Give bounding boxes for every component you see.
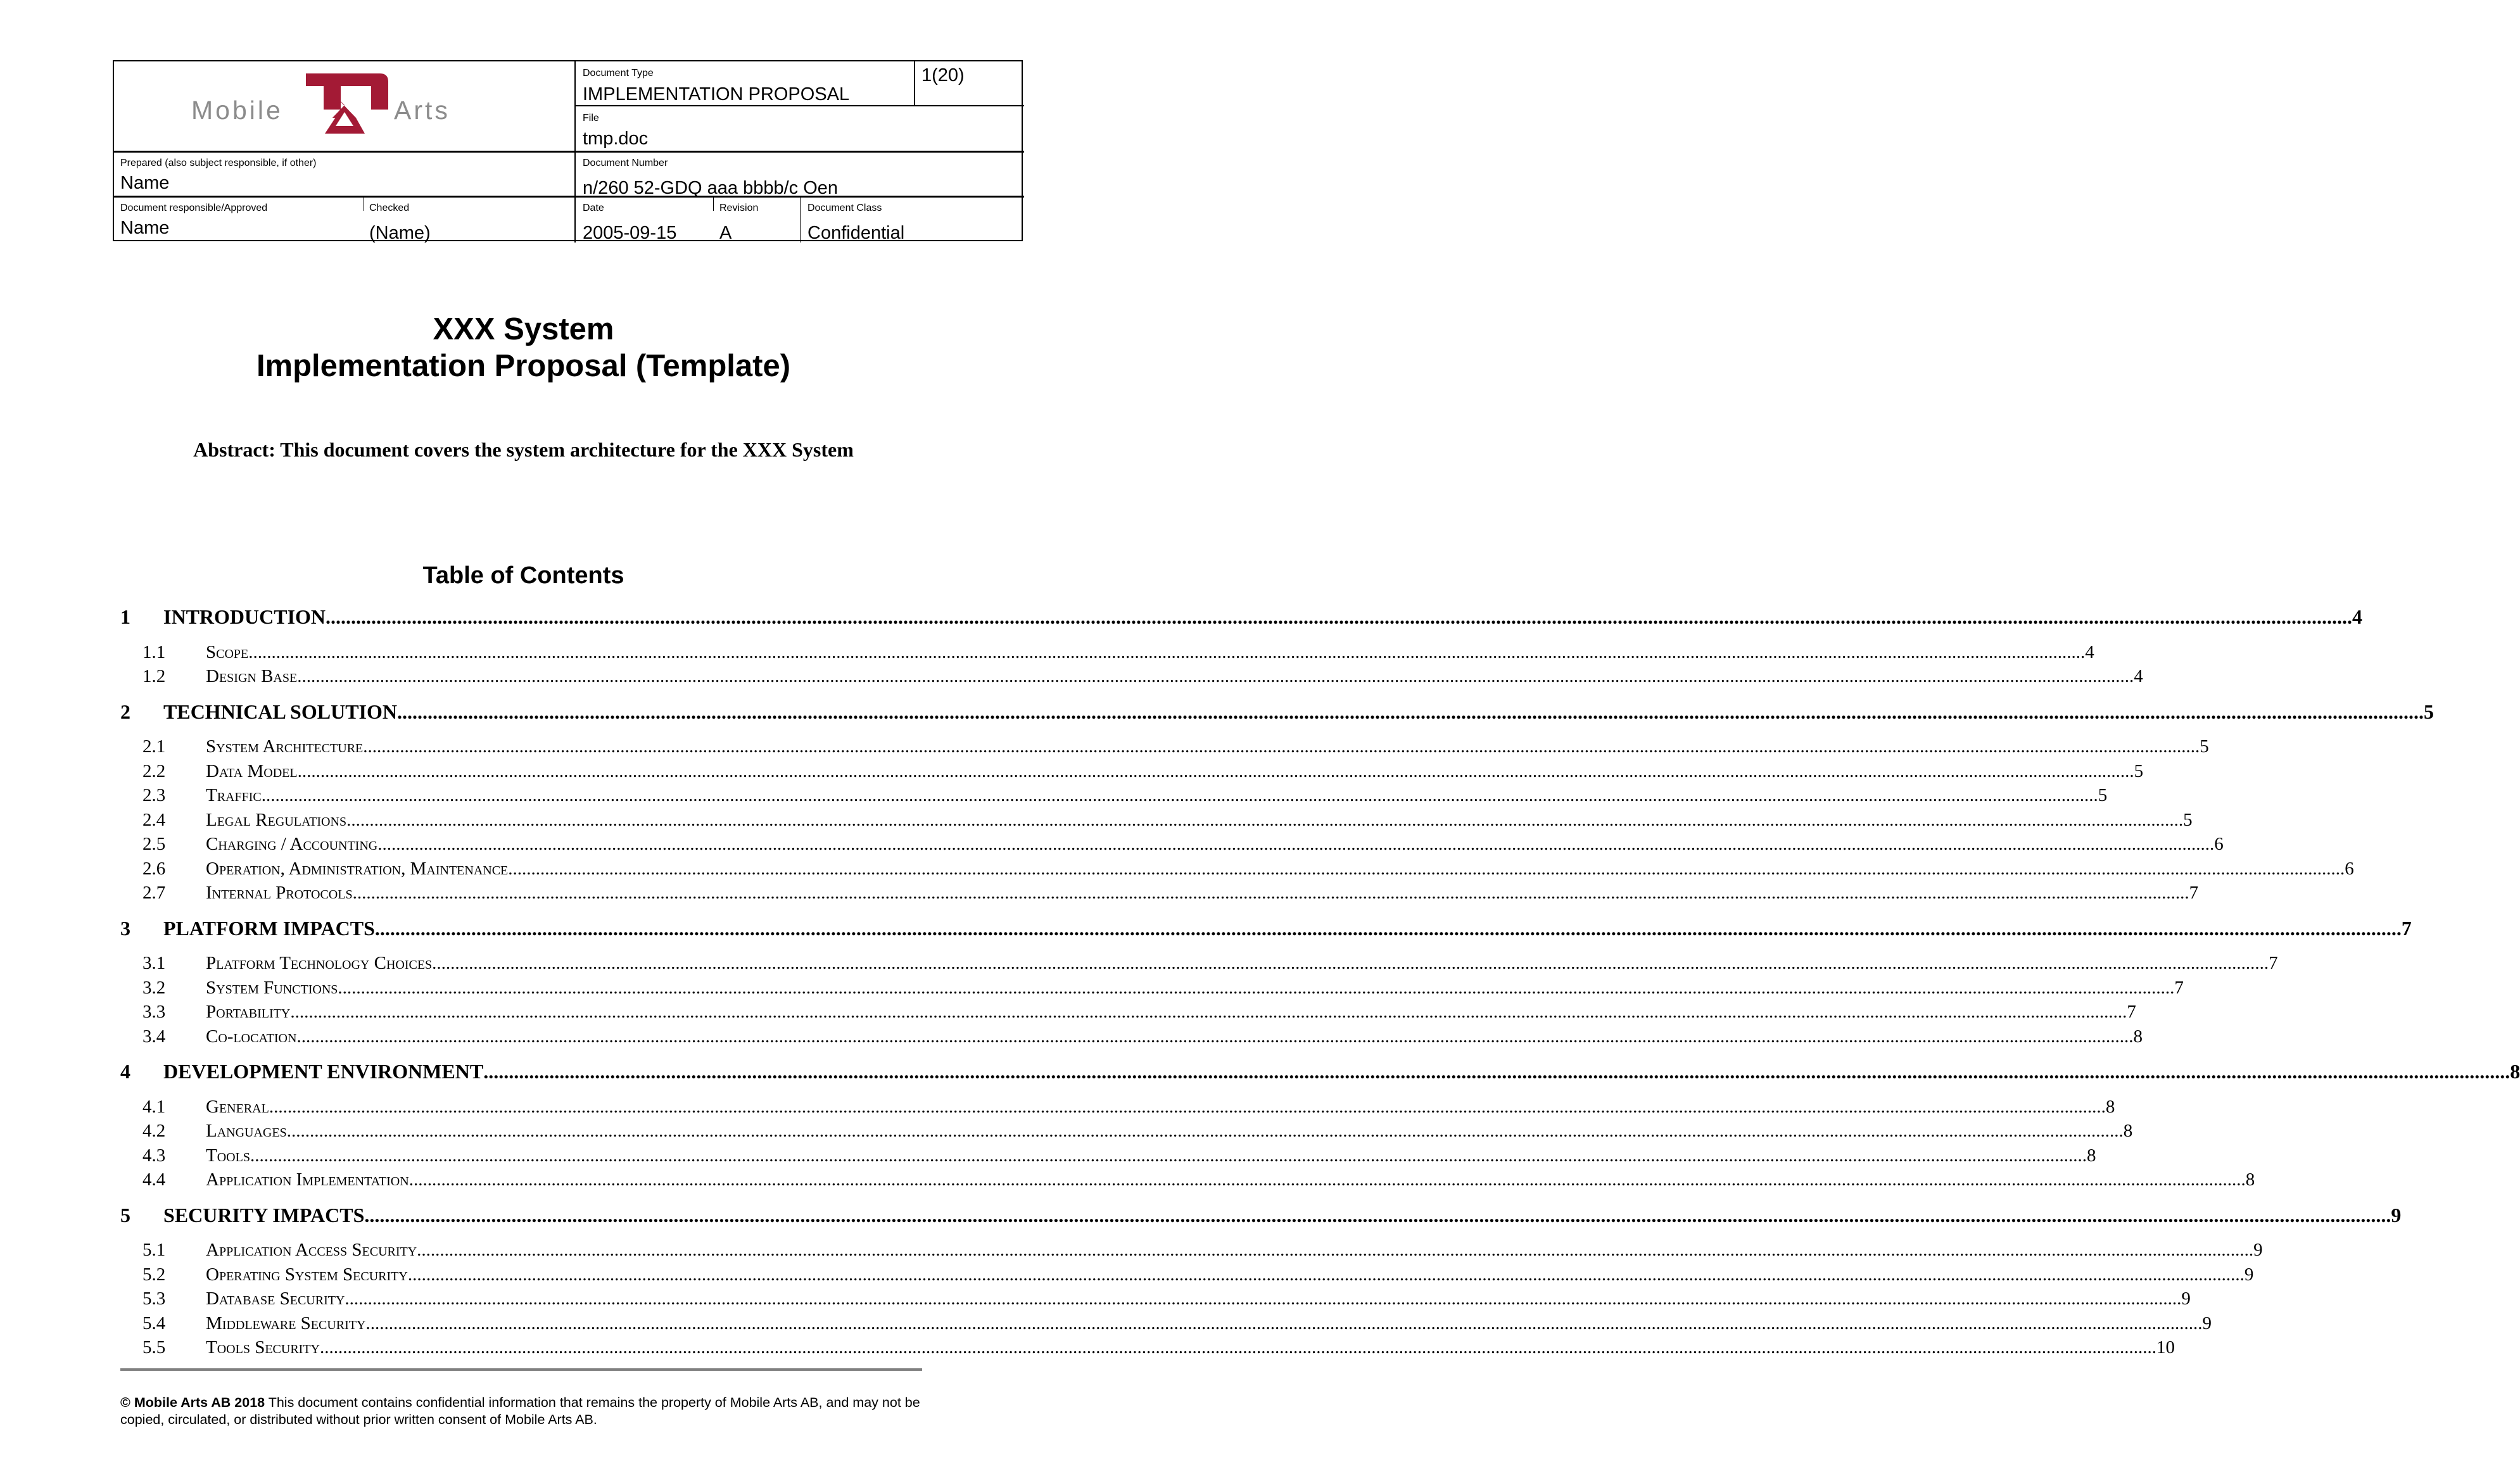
toc-entry-number: 3.2 (142, 977, 166, 998)
toc-leader: ................................................................................................................................................................................................................................................................................................................................................................................................................ (261, 785, 2098, 805)
toc-entry-number: 2.2 (142, 760, 166, 781)
toc-entry-title: INTRODUCTION (163, 605, 326, 628)
toc-leader: ................................................................................................................................................................................................................................................................................................................................................................................................................ (297, 760, 2134, 781)
toc-entry-number: 3 (120, 916, 130, 940)
toc-leader: ................................................................................................................................................................................................................................................................................................................................................................................................................ (319, 1337, 2156, 1358)
toc-entry[interactable] (120, 1335, 2175, 1360)
toc-leader: ................................................................................................................................................................................................................................................................................................................................................................................................................ (296, 1026, 2134, 1047)
revision-value: A (719, 223, 732, 243)
toc-heading: Table of Contents (422, 562, 624, 589)
toc-entry-title: Legal Regulations (206, 809, 347, 830)
toc-leader: ................................................................................................................................................................................................................................................................................................................................................................................................................ (326, 605, 2353, 628)
document-title-line2: Implementation Proposal (Template) (256, 349, 791, 383)
toc-leader: ................................................................................................................................................................................................................................................................................................................................................................................................................ (290, 1002, 2127, 1022)
toc-entry-page: 9 (2244, 1264, 2254, 1285)
toc-entry[interactable] (120, 976, 2184, 1000)
doc-type-value: IMPLEMENTATION PROPOSAL (583, 84, 850, 104)
toc-leader: ................................................................................................................................................................................................................................................................................................................................................................................................................ (364, 1203, 2391, 1226)
toc-entry-page: 4 (2134, 666, 2143, 686)
toc-entry[interactable] (120, 640, 2094, 665)
toc-leader: ................................................................................................................................................................................................................................................................................................................................................................................................................ (297, 666, 2134, 686)
toc-entry[interactable] (120, 1024, 2143, 1049)
toc-leader: ................................................................................................................................................................................................................................................................................................................................................................................................................ (377, 834, 2215, 854)
toc-entry-title: Database Security (206, 1289, 345, 1309)
toc-leader: ................................................................................................................................................................................................................................................................................................................................................................................................................ (508, 858, 2345, 879)
toc-entry-number: 3.3 (142, 1002, 166, 1022)
toc-entry-page: 8 (2510, 1060, 2520, 1083)
toc-entry-page: 8 (2133, 1026, 2143, 1047)
toc-leader: ................................................................................................................................................................................................................................................................................................................................................................................................................ (338, 977, 2175, 998)
toc-entry-page: 9 (2391, 1203, 2402, 1226)
divider (114, 151, 1024, 153)
toc-entry-title: SECURITY IMPACTS (163, 1203, 365, 1226)
checked-value: (Name) (369, 223, 431, 243)
toc-entry[interactable] (120, 1287, 2191, 1311)
toc-entry-title: Portability (206, 1002, 291, 1022)
toc-entry-number: 5.2 (142, 1264, 166, 1285)
toc-entry-number: 5.4 (142, 1313, 166, 1333)
toc-entry-page: 4 (2352, 605, 2363, 628)
checked-label: Checked (369, 203, 410, 213)
toc-entry[interactable] (120, 1311, 2212, 1336)
toc-entry[interactable] (120, 1238, 2263, 1263)
toc-leader: ................................................................................................................................................................................................................................................................................................................................................................................................................ (363, 736, 2200, 757)
class-value: Confidential (807, 223, 905, 243)
toc-entry-page: 5 (2098, 785, 2108, 805)
toc-leader: ................................................................................................................................................................................................................................................................................................................................................................................................................ (248, 641, 2086, 662)
toc-entry-title: TECHNICAL SOLUTION (163, 700, 397, 723)
toc-entry-page: 8 (2105, 1096, 2115, 1117)
svg-text:Mobile: Mobile (191, 96, 283, 125)
toc-entry-page: 9 (2181, 1289, 2191, 1309)
toc-entry-page: 8 (2123, 1121, 2133, 1141)
toc-entry[interactable] (120, 1095, 2115, 1119)
toc-entry-number: 4.4 (142, 1169, 166, 1190)
toc-entry[interactable] (120, 783, 2108, 808)
toc-entry[interactable] (120, 1000, 2136, 1024)
toc-entry-title: Languages (206, 1121, 287, 1141)
toc-entry-page: 6 (2345, 858, 2354, 879)
date-value: 2005-09-15 (583, 223, 677, 243)
toc-entry-number: 2.6 (142, 858, 166, 879)
document-header-table (113, 60, 1023, 241)
toc-entry-page: 7 (2174, 977, 2184, 998)
footer-rule (120, 1368, 922, 1371)
divider (800, 197, 801, 243)
toc-entry[interactable] (120, 1119, 2133, 1144)
toc-entry-page: 4 (2085, 641, 2094, 662)
table-of-contents (120, 605, 2520, 1360)
toc-leader: ................................................................................................................................................................................................................................................................................................................................................................................................................ (286, 1121, 2124, 1141)
approved-value: Name (120, 218, 170, 238)
toc-entry-number: 1 (120, 605, 130, 628)
toc-entry-number: 2.1 (142, 736, 166, 757)
toc-entry-number: 2.5 (142, 834, 166, 854)
toc-entry-number: 2.4 (142, 809, 166, 830)
toc-entry-title: System Functions (206, 977, 338, 998)
toc-entry-title: Application Access Security (206, 1240, 417, 1260)
toc-leader: ................................................................................................................................................................................................................................................................................................................................................................................................................ (365, 1313, 2203, 1333)
file-value: tmp.doc (583, 129, 649, 149)
toc-leader: ................................................................................................................................................................................................................................................................................................................................................................................................................ (483, 1060, 2511, 1083)
toc-entry-number: 5 (120, 1203, 130, 1226)
toc-entry-title: Traffic (206, 785, 262, 805)
toc-entry-page: 7 (2269, 953, 2278, 973)
toc-leader: ................................................................................................................................................................................................................................................................................................................................................................................................................ (396, 700, 2424, 723)
toc-leader: ................................................................................................................................................................................................................................................................................................................................................................................................................ (345, 1289, 2182, 1309)
toc-entry-page: 9 (2253, 1240, 2263, 1260)
toc-leader: ................................................................................................................................................................................................................................................................................................................................................................................................................ (407, 1264, 2245, 1285)
toc-entry-page: 6 (2214, 834, 2224, 854)
divider (114, 196, 1024, 198)
toc-entry-number: 5.5 (142, 1337, 166, 1358)
toc-entry[interactable] (120, 808, 2193, 833)
class-label: Document Class (807, 203, 882, 213)
doc-number-value: n/260 52-GDQ aaa bbbb/c Oen (583, 178, 839, 198)
toc-entry[interactable] (120, 1203, 2402, 1228)
toc-leader: ................................................................................................................................................................................................................................................................................................................................................................................................................ (269, 1096, 2106, 1117)
revision-label: Revision (719, 203, 759, 213)
toc-entry-number: 4.3 (142, 1145, 166, 1166)
toc-entry-title: General (206, 1096, 269, 1117)
toc-entry-page: 8 (2245, 1169, 2255, 1190)
toc-entry-number: 4.2 (142, 1121, 166, 1141)
copyright: © Mobile Arts AB 2018 (120, 1395, 265, 1410)
toc-entry-title: Scope (206, 641, 249, 662)
toc-entry-page: 7 (2401, 916, 2412, 940)
toc-entry[interactable] (120, 832, 2224, 857)
prepared-value: Name (120, 173, 170, 193)
toc-leader: ................................................................................................................................................................................................................................................................................................................................................................................................................ (374, 916, 2402, 940)
toc-entry-page: 10 (2156, 1337, 2175, 1358)
approved-label: Document responsible/Approved (120, 203, 268, 213)
toc-entry-title: Tools (206, 1145, 250, 1166)
toc-entry-number: 1.2 (142, 666, 166, 686)
toc-entry-title: PLATFORM IMPACTS (163, 916, 375, 940)
company-logo (190, 70, 488, 134)
toc-entry-title: Data Model (206, 760, 298, 781)
toc-entry[interactable] (120, 951, 2278, 976)
toc-entry[interactable] (120, 664, 2143, 689)
toc-entry[interactable] (120, 916, 2412, 941)
toc-entry[interactable] (120, 1144, 2096, 1168)
toc-entry[interactable] (120, 1168, 2255, 1192)
toc-leader: ................................................................................................................................................................................................................................................................................................................................................................................................................ (417, 1240, 2254, 1260)
toc-entry-title: Tools Security (206, 1337, 320, 1358)
toc-entry-page: 5 (2423, 700, 2434, 723)
file-label: File (583, 113, 599, 123)
toc-entry-number: 2 (120, 700, 130, 723)
toc-entry-number: 5.1 (142, 1240, 166, 1260)
toc-entry[interactable] (120, 759, 2144, 784)
toc-leader: ................................................................................................................................................................................................................................................................................................................................................................................................................ (408, 1169, 2246, 1190)
toc-entry[interactable] (120, 605, 2363, 629)
svg-text:Arts: Arts (394, 96, 450, 125)
toc-entry-title: Operation, Administration, Maintenance (206, 858, 509, 879)
toc-entry-title: System Architecture (206, 736, 364, 757)
toc-entry-title: Co-location (206, 1026, 297, 1047)
toc-entry[interactable] (120, 700, 2434, 724)
toc-leader: ................................................................................................................................................................................................................................................................................................................................................................................................................ (352, 883, 2189, 903)
page-count: 1(20) (921, 65, 965, 85)
toc-entry-page: 5 (2183, 809, 2193, 830)
prepared-label: Prepared (also subject responsible, if other) (120, 158, 317, 168)
toc-entry[interactable] (120, 1263, 2254, 1287)
toc-leader: ................................................................................................................................................................................................................................................................................................................................................................................................................ (346, 809, 2184, 830)
divider (713, 197, 714, 211)
divider (914, 61, 915, 106)
footer-notice (120, 1394, 925, 1428)
toc-leader: ................................................................................................................................................................................................................................................................................................................................................................................................................ (432, 953, 2269, 973)
toc-entry-title: Charging / Accounting (206, 834, 378, 854)
toc-entry-page: 9 (2202, 1313, 2212, 1333)
toc-entry[interactable] (120, 857, 2354, 881)
toc-entry[interactable] (120, 734, 2209, 759)
toc-entry-number: 3.4 (142, 1026, 166, 1047)
toc-entry-number: 3.1 (142, 953, 166, 973)
toc-entry-title: DEVELOPMENT ENVIRONMENT (163, 1060, 484, 1083)
toc-entry-number: 2.3 (142, 785, 166, 805)
toc-entry-number: 2.7 (142, 883, 166, 903)
toc-entry-title: Internal Protocols (206, 883, 353, 903)
toc-entry-page: 7 (2127, 1002, 2136, 1022)
toc-entry[interactable] (120, 1059, 2520, 1084)
toc-entry-page: 7 (2189, 883, 2199, 903)
doc-number-label: Document Number (583, 158, 668, 168)
toc-entry-number: 5.3 (142, 1289, 166, 1309)
toc-entry-title: Design Base (206, 666, 298, 686)
toc-entry-title: Middleware Security (206, 1313, 366, 1333)
date-label: Date (583, 203, 604, 213)
toc-entry-page: 8 (2086, 1145, 2096, 1166)
toc-leader: ................................................................................................................................................................................................................................................................................................................................................................................................................ (250, 1145, 2087, 1166)
abstract: Abstract: This document covers the system architecture for the XXX System (193, 438, 854, 461)
toc-entry-page: 5 (2200, 736, 2209, 757)
toc-entry-number: 4 (120, 1060, 130, 1083)
toc-entry-title: Operating System Security (206, 1264, 408, 1285)
document-title-line1: XXX System (433, 312, 614, 346)
confidentiality-text: This document contains confidential information that remains the property of Mobile Arts AB, and may not be copied, circulated, or distributed without prior written consent of Mobile Arts AB. (120, 1395, 920, 1427)
toc-entry-number: 1.1 (142, 641, 166, 662)
toc-entry-title: Platform Technology Choices (206, 953, 433, 973)
doc-type-label: Document Type (583, 68, 654, 79)
toc-entry-number: 4.1 (142, 1096, 166, 1117)
divider (574, 105, 1024, 106)
toc-entry[interactable] (120, 881, 2199, 905)
toc-entry-page: 5 (2134, 760, 2144, 781)
toc-entry-title: Application Implementation (206, 1169, 409, 1190)
